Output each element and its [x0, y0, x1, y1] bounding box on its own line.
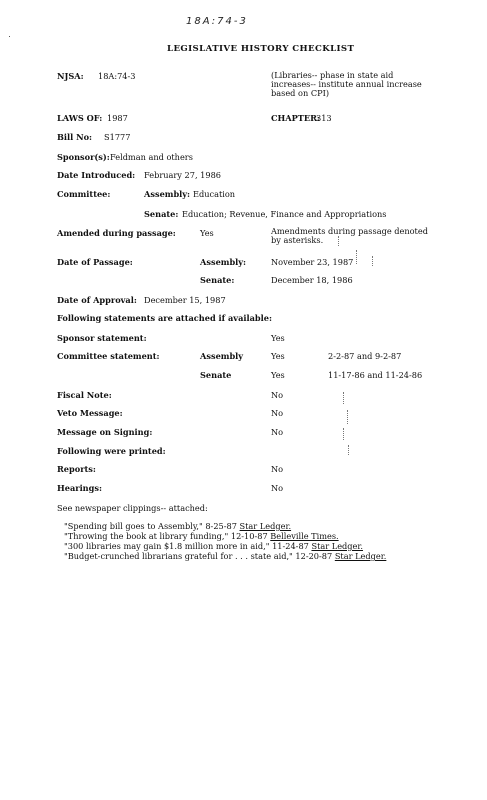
clipping-item [64, 541, 363, 551]
reports-label: Reports: [57, 464, 96, 474]
clipping-source: Star Ledger. [239, 521, 292, 531]
njsa-value: 18A:74-3 [98, 71, 136, 81]
amended-label: Amended during passage: [57, 228, 176, 238]
sponsors-value: Feldman and others [110, 152, 193, 162]
committee-statement-label: Committee statement: [57, 351, 160, 361]
committee-senate-value: Education; Revenue, Finance and Appropriations [182, 209, 387, 219]
amended-note: Amendments during passage denoted by asterisks. [271, 226, 428, 246]
pencil-mark [356, 250, 357, 264]
bill-no-value: S1777 [104, 132, 131, 142]
passage-senate-label: Senate: [200, 275, 235, 285]
handwritten-number: 18A:74-3 [186, 16, 248, 27]
clipping-text: "300 libraries may gain $1.8 million more in aid," 11-24-87 [64, 541, 312, 551]
message-on-signing-value: No [271, 427, 284, 437]
committee-statement-assembly-value: Yes [271, 351, 285, 361]
pencil-mark [343, 392, 344, 404]
clipping-source: Belleville Times. [270, 531, 339, 541]
veto-message-label: Veto Message: [57, 408, 123, 418]
committee-assembly-value: Education [193, 189, 236, 199]
committee-label: Committee: [57, 189, 111, 199]
chapter-value: 313 [316, 113, 332, 123]
pencil-mark [348, 445, 349, 455]
clipping-item [64, 521, 291, 531]
pencil-mark [338, 236, 339, 246]
date-of-approval-label: Date of Approval: [57, 295, 137, 305]
passage-senate-value: December 18, 1986 [271, 275, 353, 285]
reports-value: No [271, 464, 284, 474]
date-introduced-label: Date Introduced: [57, 170, 136, 180]
veto-message-value: No [271, 408, 284, 418]
hearings-value: No [271, 483, 284, 493]
laws-of-value: 1987 [107, 113, 128, 123]
committee-statement-assembly-label: Assembly [200, 351, 244, 361]
scan-speck [9, 36, 10, 37]
sponsor-statement-value: Yes [271, 333, 285, 343]
chapter-label: CHAPTER: [271, 113, 320, 123]
pencil-mark [347, 410, 348, 424]
following-attached-heading: Following statements are attached if available: [57, 313, 272, 323]
clipping-source: Star Ledger. [334, 551, 387, 561]
clipping-text: "Budget-crunched librarians grateful for . . . state aid," 12-20-87 [64, 551, 335, 561]
njsa-description: (Libraries-- phase in state aid increases-- institute annual increase based on CPI) [271, 70, 422, 99]
committee-assembly-label: Assembly: [144, 189, 191, 199]
fiscal-note-value: No [271, 390, 284, 400]
committee-senate-label: Senate: [144, 209, 179, 219]
passage-assembly-label: Assembly: [200, 257, 247, 267]
pencil-mark [343, 428, 344, 440]
hearings-label: Hearings: [57, 483, 102, 493]
bill-no-label: Bill No: [57, 132, 93, 142]
njsa-label: NJSA: [57, 71, 84, 81]
date-of-approval-value: December 15, 1987 [144, 295, 226, 305]
clipping-source: Star Ledger. [311, 541, 363, 551]
pencil-mark [372, 256, 373, 266]
page-title: LEGISLATIVE HISTORY CHECKLIST [167, 44, 355, 54]
clipping-text: "Spending bill goes to Assembly," 8-25-87 [64, 521, 240, 531]
sponsors-label: Sponsor(s): [57, 152, 110, 162]
committee-statement-senate-value: Yes [271, 370, 285, 380]
committee-statement-senate-dates: 11-17-86 and 11-24-86 [328, 370, 423, 380]
committee-statement-assembly-dates: 2-2-87 and 9-2-87 [328, 351, 402, 361]
laws-of-label: LAWS OF: [57, 113, 103, 123]
amended-value: Yes [200, 228, 214, 238]
committee-statement-senate-label: Senate [200, 370, 232, 380]
message-on-signing-label: Message on Signing: [57, 427, 153, 437]
date-of-passage-label: Date of Passage: [57, 257, 133, 267]
following-printed-heading: Following were printed: [57, 446, 166, 456]
clipping-text: "Throwing the book at library funding," 12-10-87 [64, 531, 271, 541]
clipping-item [64, 551, 386, 561]
clipping-item [64, 531, 339, 541]
date-introduced-value: February 27, 1986 [144, 170, 221, 180]
clippings-intro: See newspaper clippings-- attached: [57, 503, 208, 513]
sponsor-statement-label: Sponsor statement: [57, 333, 147, 343]
fiscal-note-label: Fiscal Note: [57, 390, 112, 400]
passage-assembly-value: November 23, 1987 [271, 257, 354, 267]
